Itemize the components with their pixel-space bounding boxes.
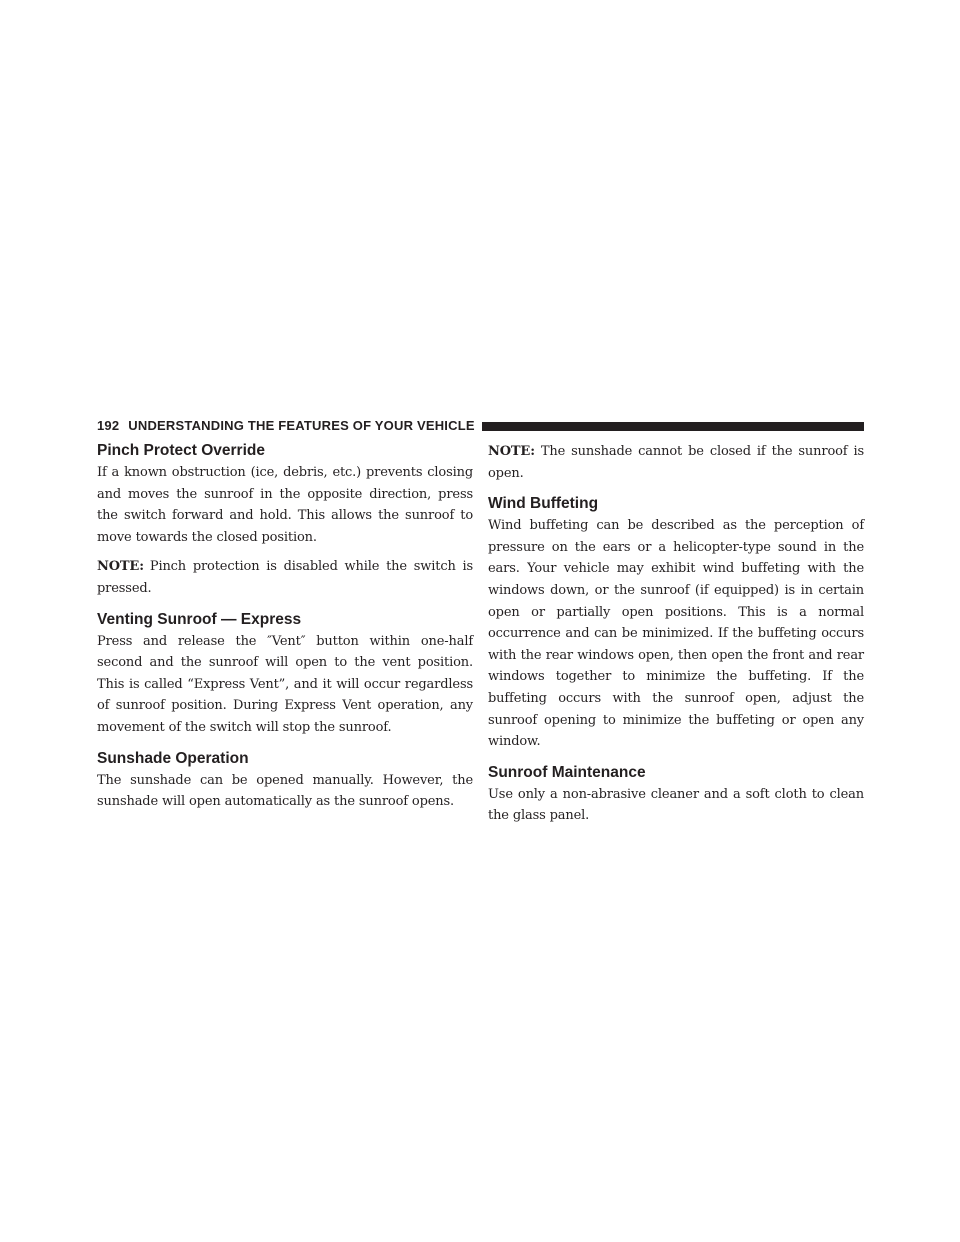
note-text: Pinch protection is disabled while the switch is pressed. — [97, 559, 473, 596]
note-label: NOTE: — [97, 559, 144, 575]
header-rule — [482, 422, 864, 431]
paragraph-wind-buffeting: Wind buffeting can be described as the perception of pressure on the ears or a helicopter-type sound in the ears. Your vehicle may exhibit wind buffeting with the windows down, or the sunroof (if equipped) is in certain open or partially open positions. This is a normal occurrence and can be minimized. If the buffeting occurs with the rear windows open, then open the front and rear windows together to minimize the buffeting. If the buffeting occurs with the sunroof open, adjust the sunroof opening to minimize the buffeting or open any window. — [488, 518, 864, 750]
note-label: NOTE: — [488, 444, 535, 459]
page-header — [97, 417, 864, 435]
heading-sunshade-operation: Sunshade Operation — [97, 749, 249, 767]
heading-sunroof-maintenance: Sunroof Maintenance — [488, 763, 646, 781]
paragraph-sunshade-operation: The sunshade can be opened manually. However, the sunshade will open automatically as the sunroof opens. — [97, 772, 473, 810]
paragraph-sunroof-maintenance: Use only a non-abrasive cleaner and a soft cloth to clean the glass panel. — [488, 786, 864, 824]
left-column — [97, 441, 473, 821]
right-column — [488, 441, 864, 835]
heading-pinch-protect-override: Pinch Protect Override — [97, 442, 265, 459]
section-title: UNDERSTANDING THE FEATURES OF YOUR VEHICLE — [128, 418, 475, 433]
paragraph-venting-sunroof: Press and release the ″Vent″ button within one-half second and the sunroof will open to the vent position. This is called “Express Vent”, and it will occur regardless of sunroof position. During Express Vent operation, any movement of the switch will stop the sunroof. — [97, 633, 473, 735]
note-text: The sunshade cannot be closed if the sunroof is open. — [488, 444, 864, 481]
page-number: 192 — [97, 418, 120, 433]
note-sunshade — [488, 441, 864, 484]
note-pinch-protection — [97, 556, 473, 599]
paragraph-pinch-protect: If a known obstruction (ice, debris, etc.) prevents closing and moves the sunroof in the opposite direction, press the switch forward and hold. This allows the sunroof to move towards the closed position. — [97, 465, 473, 545]
heading-venting-sunroof-express: Venting Sunroof — Express — [97, 610, 302, 628]
heading-wind-buffeting: Wind Buffeting — [488, 495, 599, 513]
